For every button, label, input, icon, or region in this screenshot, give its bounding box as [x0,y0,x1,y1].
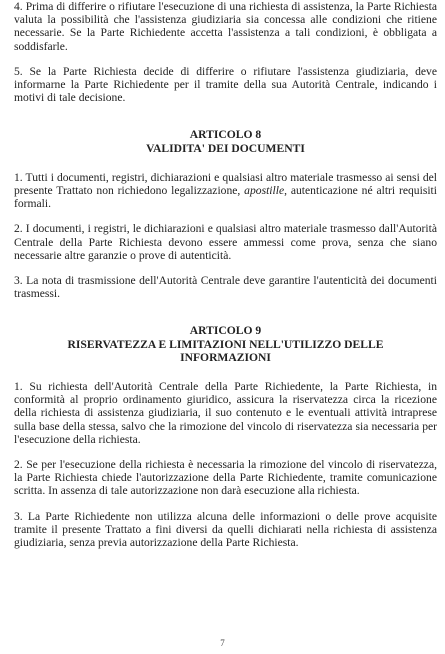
paragraph-4: 4. Prima di differire o rifiutare l'esecuzione di una richiesta di assistenza, la Parte Richiesta valuta la possibilità che l'assistenza giudiziaria sia concessa alle condizioni che ritiene necessarie. Se la Parte Richiedente accetta l'assistenza a tali condizioni, è obbligata a soddisfarle. [14,0,437,53]
article-9-title-line-2: INFORMAZIONI [180,350,271,364]
article-8-number: ARTICOLO 8 [189,128,262,142]
page-number: 7 [220,638,225,648]
article-9-paragraph-3: 3. La Parte Richiedente non utilizza alcuna delle informazioni o delle prove acquisite tramite il presente Trattato a fini diversi da quelli dichiarati nella richiesta di assistenza giudiziaria, senza previa autorizzazione della Parte Richiesta. [14,509,437,550]
paragraph-5: 5. Se la Parte Richiesta decide di differire o rifiutare l'assistenza giudiziaria, deve informarne la Parte Richiedente per il tramite della sua Autorità Centrale, indicando i motivi di tale decisione. [14,64,437,105]
article-8-title: VALIDITA' DEI DOCUMENTI [146,141,305,155]
article-9-number: ARTICOLO 9 [189,324,262,338]
article-8-paragraph-1 [14,171,437,211]
article-8-p1-text-b: , autenticazione né altri requisiti formali. [14,184,437,211]
article-8-paragraph-3: 3. La nota di trasmissione dell'Autorità Centrale deve garantire l'autenticità dei documenti trasmessi. [14,274,437,301]
article-8-p1-text-a: 1. Tutti i documenti, registri, dichiarazioni e qualsiasi altro materiale trasmesso ai sensi del presente Trattato non richiedono legalizzazione, [14,170,437,198]
article-9-paragraph-2: 2. Se per l'esecuzione della richiesta è necessaria la rimozione del vincolo di riservatezza, la Parte Richiesta chiede l'autorizzazione della Parte Richiedente, tramite comunicazione scritta. In assenza di tale autorizzazione non darà esecuzione alla richiesta. [14,458,437,498]
apostille-term: apostille [244,184,285,198]
article-9-paragraph-1: 1. Su richiesta dell'Autorità Centrale della Parte Richiedente, la Parte Richiesta, in conformità al proprio ordinamento giuridico, assicura la riservatezza circa la ricezione della richiesta di assistenza giudiziaria, il suo contenuto e le eventuali attività intraprese sulla base della stessa, salvo che la rimozione del vincolo di riservatezza sia necessaria per l'esecuzione della richiesta. [14,380,437,446]
article-9-title-line-1: RISERVATEZZA E LIMITAZIONI NELL'UTILIZZO DELLE [67,337,384,351]
article-8-paragraph-2: 2. I documenti, i registri, le dichiarazioni e qualsiasi altro materiale trasmesso dall'Autorità Centrale della Parte Richiesta devono essere ammessi come prova, senza che siano necessarie altre garanzie o prove di autenticità. [14,222,437,262]
